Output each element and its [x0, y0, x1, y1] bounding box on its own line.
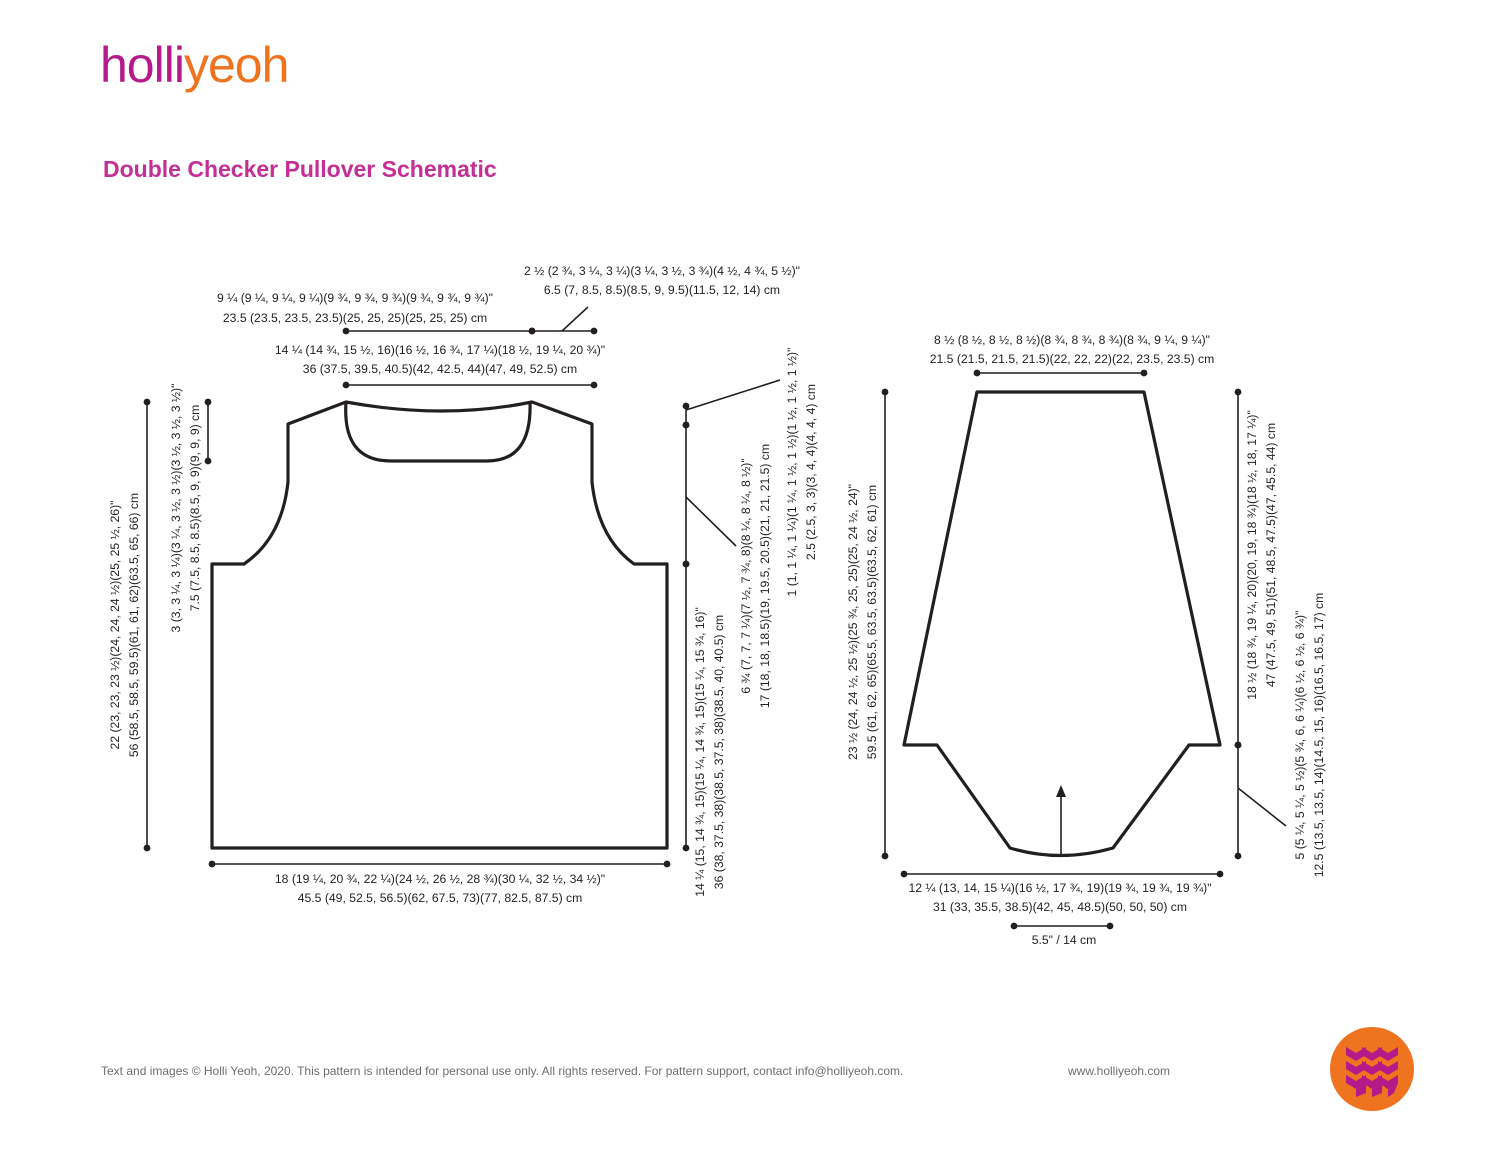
sleeve-outline	[904, 392, 1220, 856]
shoulder-drop-cm: 2.5 (2.5, 3, 3)(3, 4, 4)(4, 4, 4) cm	[804, 383, 818, 561]
body-length-in: 14 ¼ (15, 14 ¾, 15)(15 ¼, 14 ¾, 15)(15 ¼, 15 ¾, 16)"	[693, 607, 707, 897]
neck-depth-cm: 7.5 (7.5, 8.5, 8.5)(8.5, 9, 9)(9, 9, 9) cm	[188, 404, 202, 612]
shoulder-width-in: 9 ¼ (9 ¼, 9 ¼, 9 ¼)(9 ¾, 9 ¾, 9 ¾)(9 ¾, 9 ¾, 9 ¾)"	[217, 291, 493, 305]
shoulder-drop-leader	[686, 380, 780, 410]
sleeve-length-cm: 59.5 (61, 62, 65)(65.5, 63.5, 63.5)(63.5, 62, 61) cm	[865, 484, 879, 760]
sleeve-bottom-width-in: 12 ¼ (13, 14, 15 ¼)(16 ½, 17 ¾, 19)(19 ¾, 19 ¾, 19 ¾)"	[908, 881, 1212, 895]
sleeve-top-width-cm: 21.5 (21.5, 21.5, 21.5)(22, 22, 22)(22, 23.5, 23.5) cm	[929, 352, 1215, 366]
neck-depth-in: 3 (3, 3 ¼, 3 ¼)(3 ¼, 3 ½, 3 ½)(3 ½, 3 ½, 3 ½)"	[169, 383, 183, 633]
body-outline	[212, 402, 667, 848]
shoulder-width-cm: 23.5 (23.5, 23.5, 23.5)(25, 25, 25)(25, 25, 25) cm	[222, 311, 488, 325]
knit-stitches-icon	[1330, 1027, 1414, 1111]
sleeve-length-in: 23 ½ (24, 24 ½, 25 ½)(25 ¾, 25, 25)(25, 24 ½, 24)"	[846, 483, 860, 761]
brand-name-part1: holli	[100, 37, 184, 93]
upper-width-in: 14 ¼ (14 ¾, 15 ½, 16)(16 ½, 16 ¾, 17 ¼)(18 ½, 19 ¼, 20 ¾)"	[274, 343, 606, 357]
sleeve-upper-length-cm: 47 (47.5, 49, 51)(51, 48.5, 47.5)(47, 45.5, 44) cm	[1264, 422, 1278, 688]
page-title: Double Checker Pullover Schematic	[103, 156, 497, 182]
neck-width-in: 2 ½ (2 ¾, 3 ¼, 3 ¼)(3 ¼, 3 ½, 3 ¾)(4 ½, 4 ¾, 5 ½)"	[524, 264, 800, 278]
sleeve-lower-leader	[1238, 788, 1286, 826]
armhole-depth-leader	[686, 497, 736, 546]
brand-name-part2: yeoh	[183, 37, 289, 93]
armhole-depth-cm: 17 (18, 18, 18.5)(19, 19.5, 20.5)(21, 21, 21.5) cm	[758, 443, 772, 709]
sleeve-upper-length-in: 18 ½ (18 ¾, 19 ¼, 20)(20, 19, 18 ¾)(18 ½, 18, 17 ¼)"	[1245, 410, 1259, 700]
upper-width-cm: 36 (37.5, 39.5, 40.5)(42, 42.5, 44)(47, 49, 52.5) cm	[302, 362, 578, 376]
neck-width-leader	[562, 307, 588, 331]
neck-width-cm: 6.5 (7, 8.5, 8.5)(8.5, 9, 9.5)(11.5, 12, 14) cm	[543, 283, 781, 297]
body-piece	[212, 402, 667, 848]
sleeve-piece	[904, 392, 1220, 856]
sleeve-top-width-in: 8 ½ (8 ½, 8 ½, 8 ½)(8 ¾, 8 ¾, 8 ¾)(8 ¾, 9 ¼, 9 ¼)"	[934, 333, 1210, 347]
sleeve-lower-length-in: 5 (5 ¼, 5 ¼, 5 ½)(5 ¾, 6, 6 ¼)(6 ½, 6 ½, 6 ¾)"	[1293, 610, 1307, 860]
hem-width-in: 18 (19 ¼, 20 ¾, 22 ¼)(24 ½, 26 ½, 28 ¾)(30 ¼, 32 ½, 34 ½)"	[274, 872, 606, 886]
hem-width-cm: 45.5 (49, 52.5, 56.5)(62, 67.5, 73)(77, 82.5, 87.5) cm	[297, 891, 583, 905]
sleeve-lower-length-cm: 12.5 (13.5, 13.5, 14)(14.5, 15, 16)(16.5, 16.5, 17) cm	[1312, 592, 1326, 878]
sleeve-bottom-width-cm: 31 (33, 35.5, 38.5)(42, 45, 48.5)(50, 50, 50) cm	[932, 900, 1188, 914]
copyright-note: Text and images © Holli Yeoh, 2020. This pattern is intended for personal use only. All rights reserved. For pattern support, contact info@holliyeoh.com.	[101, 1064, 904, 1078]
total-length-cm: 56 (58.5, 58.5, 59.5)(61, 61, 62)(63.5, 65, 66) cm	[127, 492, 141, 758]
body-length-cm: 36 (38, 37.5, 38)(38.5, 37.5, 38)(38.5, 40, 40.5) cm	[712, 614, 726, 890]
sleeve-arrowhead	[1056, 785, 1066, 797]
armhole-depth-in: 6 ¾ (7, 7, 7 ¼)(7 ½, 7 ¾, 8)(8 ¼, 8 ¼, 8 ½)"	[739, 458, 753, 694]
shoulder-drop-in: 1 (1, 1 ¼, 1 ¼)(1 ¼, 1 ½, 1 ½)(1 ½, 1 ½, 1 ½)"	[785, 347, 799, 597]
cuff-width-label: 5.5" / 14 cm	[1031, 933, 1097, 947]
total-length-in: 22 (23, 23, 23 ½)(24, 24, 24 ½)(25, 25 ½, 26)"	[108, 500, 122, 750]
website-link[interactable]: www.holliyeoh.com	[1068, 1064, 1171, 1078]
